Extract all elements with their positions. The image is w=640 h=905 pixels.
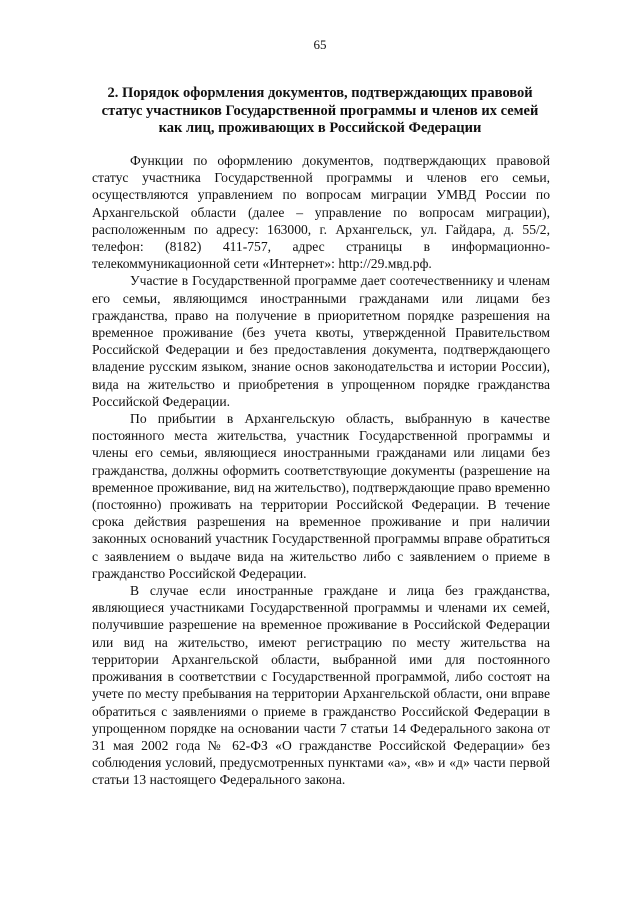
paragraph-program-participation-rights: Участие в Государственной программе дает соотечественнику и членам его семьи, являющимся иностранными гражданами или лицами без гражданства, право на получение в приоритетном порядке разрешения на временное проживание (без учета квоты, утвержденной Правительством Российской Федерации и без предоставления документа, подтверждающего владение русским языком, знание основ законодательства и истории России), вида на жительство и приобретения в упрощенном порядке гражданства Российской Федерации. [92,273,550,409]
paragraph-arrival-documents: По прибытии в Архангельскую область, выбранную в качестве постоянного места жительства, участник Государственной программы и члены его семьи, являющиеся иностранными гражданами или лицами без гражданства, должны оформить соответствующие документы (разрешение на временное проживание, вид на жительство), подтверждающие право временно (постоянно) проживать на территории Российской Федерации. В течение срока действия разрешения на временное проживание и при наличии законных оснований участник Государственной программы вправе обратиться с заявлением о выдаче вида на жительство либо с заявлением о приеме в гражданство Российской Федерации. [92,411,550,581]
body-text [92,152,550,789]
section-heading: 2. Порядок оформления документов, подтверждающих правовой статус участников Государственной программы и членов их семей как лиц, проживающих в Российской Федерации [101,85,539,136]
page-number: 65 [313,37,327,52]
paragraph-document-processing: Функции по оформлению документов, подтверждающих правовой статус участника Государственной программы и членов его семьи, осуществляются управлением по вопросам миграции УМВД России по Архангельской области (далее – управление по вопросам миграции), расположенным по адресу: 163000, г. Архангельск, ул. Гайдара, д. 55/2, телефон: (8182) 411-757, адрес страницы в информационно-телекоммуникационной сети «Интернет»: http://29.мвд.рф. [92,153,550,272]
paragraph-citizenship-application: В случае если иностранные граждане и лица без гражданства, являющиеся участниками Государственной программы и членами их семей, получившие разрешение на временное проживание в Российской Федерации или вид на жительство, имеют регистрацию по месту жительства на территории Архангельской области, выбранной ими для постоянного проживания в соответствии с Государственной программой, либо состоят на учете по месту пребывания на территории Архангельской области, они вправе обратиться с заявлениями о приеме в гражданство Российской Федерации в упрощенном порядке на основании части 7 статьи 14 Федерального закона от 31 мая 2002 года № 62-ФЗ «О гражданстве Российской Федерации» без соблюдения условий, предусмотренных пунктами «а», «в» и «д» части первой статьи 13 настоящего Федерального закона. [92,583,550,788]
